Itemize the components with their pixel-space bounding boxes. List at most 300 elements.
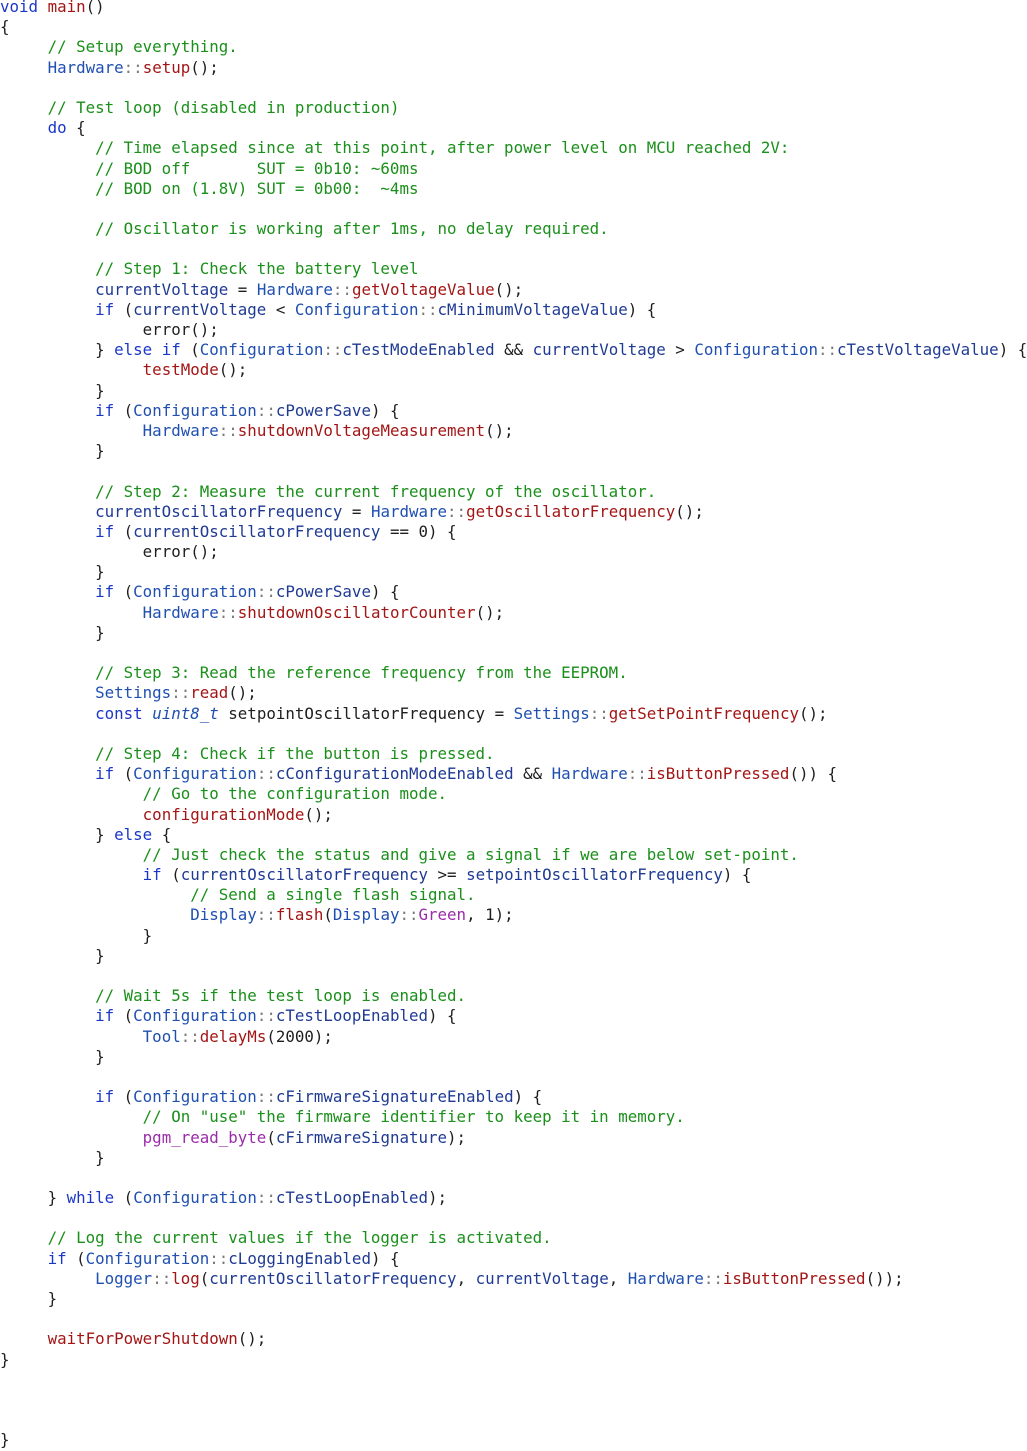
plain-token: [0, 98, 48, 117]
code-line: [0, 1390, 1024, 1410]
code-line: [0, 1289, 1024, 1309]
identifier-token: setpointOscillatorFrequency: [466, 865, 723, 885]
plain-token: [0, 603, 143, 622]
code-line: [0, 1309, 1024, 1329]
plain-token: [0, 118, 48, 137]
code-line: [0, 542, 1024, 562]
plain-token: ();: [304, 804, 333, 824]
plain-token: [0, 784, 143, 803]
code-line: [0, 744, 1024, 764]
plain-token: ) {: [513, 1087, 543, 1107]
plain-token: ) {: [370, 582, 400, 602]
scope-operator-token: ::: [332, 279, 352, 299]
identifier-token: cConfigurationModeEnabled: [275, 764, 514, 784]
code-line: [0, 683, 1024, 703]
namespace-token: Configuration: [133, 400, 257, 420]
function-token: getVoltageValue: [351, 279, 495, 299]
code-line: [0, 724, 1024, 744]
code-line: [0, 764, 1024, 784]
comment-token: // BOD off SUT = 0b10: ~60ms: [95, 158, 419, 178]
plain-token: );: [447, 1127, 467, 1147]
keyword-token: if: [95, 1087, 115, 1107]
namespace-token: Hardware: [47, 57, 124, 77]
plain-token: >: [665, 340, 695, 360]
comment-token: // Just check the status and give a signal if we are below set-point.: [142, 844, 799, 864]
keyword-token: else if: [114, 340, 181, 360]
plain-token: ();: [190, 57, 219, 77]
plain-token: [0, 401, 95, 420]
code-line: [0, 17, 1024, 37]
plain-token: (: [180, 340, 200, 360]
plain-token: ();: [475, 602, 505, 622]
code-line: [0, 1329, 1024, 1349]
plain-token: [0, 1269, 95, 1288]
namespace-token: Settings: [95, 683, 172, 703]
plain-token: (: [161, 865, 181, 885]
plain-token: =: [485, 703, 514, 723]
code-line: [0, 966, 1024, 986]
code-line: [0, 946, 1024, 966]
comment-token: // Wait 5s if the test loop is enabled.: [95, 986, 467, 1006]
code-line: [0, 1168, 1024, 1188]
function-token: waitForPowerShutdown: [47, 1329, 238, 1349]
plain-token: [0, 381, 95, 400]
plain-token: [0, 1027, 143, 1046]
scope-operator-token: ::: [218, 420, 238, 440]
code-line: [0, 522, 1024, 542]
keyword-token: const: [95, 703, 143, 723]
namespace-token: Hardware: [627, 1268, 704, 1288]
plain-token: [0, 885, 190, 904]
plain-token: }: [47, 1188, 67, 1208]
scope-operator-token: ::: [123, 57, 143, 77]
code-line: [0, 118, 1024, 138]
code-line: [0, 1188, 1024, 1208]
plain-token: [0, 1148, 95, 1167]
function-token: shutdownVoltageMeasurement: [237, 420, 486, 440]
scope-operator-token: ::: [418, 299, 438, 319]
code-line: [0, 340, 1027, 360]
plain-token: ,: [608, 1268, 628, 1288]
plain-token: (: [114, 1188, 134, 1208]
plain-token: ) {: [370, 400, 400, 420]
keyword-token: if: [95, 400, 115, 420]
plain-token: error: [142, 542, 191, 562]
identifier-token: cPowerSave: [275, 400, 371, 420]
macro-token: pgm_read_byte: [142, 1127, 267, 1147]
scope-operator-token: ::: [703, 1268, 723, 1288]
scope-operator-token: ::: [589, 703, 609, 723]
namespace-token: Display: [190, 905, 257, 925]
plain-token: {: [66, 118, 86, 138]
comment-token: // On "use" the firmware identifier to keep it in memory.: [142, 1107, 685, 1127]
plain-token: ();: [675, 501, 704, 521]
code-line: [0, 1430, 1024, 1450]
code-line: [0, 159, 1024, 179]
code-line: [0, 179, 1024, 199]
code-line: [0, 381, 1024, 401]
plain-token: }: [95, 441, 105, 461]
plain-token: [0, 280, 95, 299]
plain-token: [0, 683, 95, 702]
plain-token: setpointOscillatorFrequency: [228, 703, 486, 723]
code-line: [0, 663, 1024, 683]
identifier-token: currentOscillatorFrequency: [133, 521, 381, 541]
plain-token: [0, 744, 95, 763]
namespace-token: Logger: [95, 1268, 153, 1288]
namespace-token: Hardware: [551, 764, 628, 784]
plain-token: [0, 37, 48, 56]
plain-token: (: [114, 521, 134, 541]
scope-operator-token: ::: [256, 1188, 276, 1208]
scope-operator-token: ::: [256, 1087, 276, 1107]
identifier-token: cTestLoopEnabled: [275, 1006, 429, 1026]
code-line: [0, 603, 1024, 623]
namespace-token: Configuration: [694, 340, 818, 360]
plain-token: (): [85, 0, 105, 16]
function-token: getSetPointFrequency: [608, 703, 799, 723]
code-line: [0, 825, 1024, 845]
plain-token: }: [95, 380, 105, 400]
plain-token: [0, 926, 143, 945]
plain-token: [0, 825, 95, 844]
comment-token: // Go to the configuration mode.: [142, 784, 448, 804]
plain-token: ());: [865, 1268, 904, 1288]
plain-token: );: [428, 1188, 448, 1208]
scope-operator-token: ::: [817, 340, 838, 360]
plain-token: }: [47, 1289, 58, 1308]
plain-token: (: [114, 299, 134, 319]
scope-operator-token: ::: [256, 905, 276, 925]
plain-token: [0, 179, 95, 198]
code-line: [0, 37, 1024, 57]
comment-token: // Oscillator is working after 1ms, no delay required.: [95, 219, 609, 239]
code-line: [0, 986, 1024, 1006]
function-token: setup: [142, 57, 191, 77]
plain-token: ) {: [722, 865, 752, 885]
plain-token: ()) {: [789, 764, 838, 784]
function-token: main: [47, 0, 86, 16]
plain-token: ();: [190, 542, 219, 562]
plain-token: }: [95, 562, 105, 582]
code-line: [0, 461, 1024, 481]
code-line: [0, 1006, 1024, 1026]
function-token: configurationMode: [142, 804, 305, 824]
plain-token: [0, 805, 143, 824]
scope-operator-token: ::: [256, 764, 276, 784]
code-line: [0, 219, 1024, 239]
plain-token: (: [114, 400, 134, 420]
code-line: [0, 1350, 1024, 1370]
plain-token: [0, 905, 190, 924]
code-line: [0, 320, 1024, 340]
code-line: [0, 1067, 1024, 1087]
code-line: [0, 98, 1024, 118]
plain-token: [0, 623, 95, 642]
identifier-token: cTestModeEnabled: [342, 340, 495, 360]
code-line: [0, 1107, 1024, 1127]
plain-token: (: [114, 1087, 134, 1107]
plain-token: >=: [428, 865, 467, 885]
plain-token: [0, 58, 48, 77]
plain-token: [0, 946, 95, 965]
plain-token: [0, 1128, 143, 1147]
plain-token: (: [114, 582, 134, 602]
plain-token: error: [142, 320, 191, 339]
plain-token: ,: [456, 1268, 476, 1288]
keyword-token: else: [114, 824, 153, 844]
plain-token: =: [342, 501, 371, 521]
comment-token: // Step 4: Check if the button is pressed.: [95, 743, 495, 763]
plain-token: ) {: [370, 1248, 400, 1268]
plain-token: (: [114, 1006, 134, 1026]
plain-token: ();: [485, 420, 514, 440]
plain-token: (: [66, 1248, 86, 1268]
code-line: [0, 360, 1024, 380]
plain-token: [0, 1087, 95, 1106]
identifier-token: cPowerSave: [275, 582, 371, 602]
identifier-token: cTestLoopEnabled: [275, 1188, 429, 1208]
plain-token: [0, 138, 95, 157]
namespace-token: Configuration: [133, 1087, 257, 1107]
plain-token: [0, 502, 95, 521]
plain-token: }: [142, 925, 153, 945]
plain-token: =: [228, 279, 257, 299]
code-line: [0, 845, 1024, 865]
code-line: [0, 1128, 1024, 1148]
code-line: [0, 1027, 1024, 1047]
keyword-token: if: [142, 865, 162, 885]
plain-token: ();: [228, 683, 257, 703]
comment-token: // Setup everything.: [47, 37, 238, 57]
code-line: [0, 1148, 1024, 1168]
namespace-token: Tool: [142, 1026, 181, 1046]
code-line: [0, 643, 1024, 663]
code-line: [0, 805, 1024, 825]
plain-token: (: [266, 1127, 276, 1147]
plain-token: [0, 441, 95, 460]
comment-token: // BOD on (1.8V) SUT = 0b00: ~4ms: [95, 178, 419, 198]
identifier-token: cFirmwareSignature: [275, 1127, 448, 1147]
plain-token: [0, 582, 95, 601]
function-token: log: [171, 1268, 200, 1288]
plain-token: }: [95, 945, 105, 965]
keyword-token: if: [95, 1006, 115, 1026]
plain-token: (2000);: [266, 1026, 333, 1046]
keyword-token: if: [47, 1248, 67, 1268]
plain-token: [0, 1006, 95, 1025]
plain-token: [0, 1289, 48, 1308]
code-line: [0, 78, 1024, 98]
code-line: [0, 1228, 1024, 1248]
plain-token: [0, 219, 95, 238]
plain-token: [0, 764, 95, 783]
code-line: [0, 300, 1024, 320]
plain-token: [0, 1047, 95, 1066]
plain-token: (: [199, 1268, 210, 1288]
namespace-token: Configuration: [133, 764, 257, 784]
type-token: uint8_t: [152, 703, 219, 723]
plain-token: &&: [513, 764, 552, 784]
scope-operator-token: ::: [218, 602, 238, 622]
code-line: [0, 502, 1024, 522]
code-line: [0, 401, 1024, 421]
plain-token: == 0) {: [380, 521, 457, 541]
namespace-token: Configuration: [133, 582, 257, 602]
plain-token: (: [323, 905, 333, 925]
identifier-token: currentOscillatorFrequency: [180, 865, 429, 885]
plain-token: (: [114, 764, 134, 784]
identifier-token: cLoggingEnabled: [228, 1248, 371, 1268]
identifier-token: currentVoltage: [133, 299, 267, 319]
plain-token: [0, 421, 143, 440]
function-token: isButtonPressed: [646, 764, 790, 784]
code-line: [0, 0, 1024, 17]
code-line: [0, 259, 1024, 279]
namespace-token: Configuration: [294, 299, 419, 319]
comment-token: // Time elapsed since at this point, after power level on MCU reached 2V:: [95, 138, 790, 158]
code-line: [0, 138, 1024, 158]
scope-operator-token: ::: [209, 1248, 229, 1268]
function-token: delayMs: [199, 1026, 267, 1046]
scope-operator-token: ::: [171, 683, 191, 703]
code-line: [0, 1047, 1024, 1067]
plain-token: [219, 704, 229, 723]
code-line: [0, 885, 1024, 905]
namespace-token: Configuration: [85, 1248, 210, 1268]
scope-operator-token: ::: [256, 400, 276, 420]
code-line: [0, 1370, 1024, 1390]
keyword-token: if: [95, 299, 115, 319]
code-line: [0, 421, 1024, 441]
keyword-token: void: [0, 0, 39, 16]
code-line: [0, 704, 1024, 724]
plain-token: [0, 704, 95, 723]
code-line: [0, 905, 1024, 925]
scope-operator-token: ::: [323, 340, 343, 360]
comment-token: // Test loop (disabled in production): [47, 97, 400, 117]
plain-token: [0, 482, 95, 501]
plain-token: }: [95, 824, 115, 844]
plain-token: [0, 1107, 143, 1126]
scope-operator-token: ::: [256, 1006, 276, 1026]
namespace-token: Settings: [513, 703, 590, 723]
code-line: [0, 784, 1024, 804]
identifier-token: currentVoltage: [532, 340, 666, 360]
plain-token: ();: [190, 320, 219, 339]
code-line: [0, 1410, 1024, 1430]
namespace-token: Display: [332, 905, 400, 925]
code-line: [0, 865, 1024, 885]
plain-token: [0, 663, 95, 682]
code-line: [0, 623, 1024, 643]
namespace-token: Configuration: [199, 340, 324, 360]
code-line: [0, 239, 1024, 259]
plain-token: [38, 0, 48, 16]
plain-token: <: [266, 299, 295, 319]
plain-token: [0, 159, 95, 178]
function-token: testMode: [142, 360, 219, 380]
plain-token: ();: [494, 279, 524, 299]
plain-token: [0, 259, 95, 278]
plain-token: [0, 865, 143, 884]
code-line: [0, 482, 1024, 502]
plain-token: ) {: [998, 340, 1027, 360]
identifier-token: currentVoltage: [95, 279, 229, 299]
namespace-token: Hardware: [256, 279, 333, 299]
plain-token: ();: [218, 360, 248, 380]
code-line: [0, 58, 1024, 78]
plain-token: ) {: [627, 299, 657, 319]
plain-token: }: [0, 1349, 10, 1369]
comment-token: // Log the current values if the logger is activated.: [47, 1228, 552, 1248]
identifier-token: cTestVoltageValue: [837, 340, 999, 360]
code-line: [0, 199, 1024, 219]
identifier-token: currentVoltage: [475, 1268, 609, 1288]
plain-token: {: [0, 17, 10, 37]
plain-token: , 1);: [466, 905, 514, 925]
keyword-token: if: [95, 582, 115, 602]
comment-token: // Send a single flash signal.: [190, 885, 476, 905]
plain-token: [0, 1188, 48, 1207]
plain-token: [0, 320, 143, 339]
plain-token: [143, 704, 153, 723]
scope-operator-token: ::: [447, 501, 467, 521]
function-token: shutdownOscillatorCounter: [237, 602, 476, 622]
scope-operator-token: ::: [627, 764, 647, 784]
plain-token: [0, 300, 95, 319]
plain-token: [0, 360, 143, 379]
plain-token: {: [152, 824, 172, 844]
plain-token: [0, 542, 143, 561]
comment-token: // Step 1: Check the battery level: [95, 259, 419, 279]
plain-token: [0, 1329, 48, 1348]
identifier-token: currentOscillatorFrequency: [209, 1268, 457, 1288]
code-line: [0, 441, 1024, 461]
plain-token: [0, 986, 95, 1005]
scope-operator-token: ::: [399, 905, 419, 925]
code-line: [0, 1087, 1024, 1107]
plain-token: [0, 1228, 48, 1247]
plain-token: }: [95, 340, 115, 360]
plain-token: [0, 1249, 48, 1268]
identifier-token: cMinimumVoltageValue: [437, 299, 628, 319]
plain-token: ();: [237, 1329, 267, 1349]
code-line: [0, 926, 1024, 946]
code-line: [0, 280, 1024, 300]
comment-token: // Step 2: Measure the current frequency of the oscillator.: [95, 481, 657, 501]
namespace-token: Configuration: [133, 1188, 257, 1208]
keyword-token: do: [47, 118, 67, 138]
namespace-token: Hardware: [370, 501, 448, 521]
code-line: [0, 1249, 1024, 1269]
comment-token: // Step 3: Read the reference frequency from the EEPROM.: [95, 663, 628, 683]
plain-token: [0, 340, 95, 359]
plain-token: ) {: [428, 1006, 457, 1026]
namespace-token: Hardware: [142, 420, 219, 440]
scope-operator-token: ::: [152, 1268, 172, 1288]
plain-token: &&: [494, 340, 533, 360]
plain-token: [0, 522, 95, 541]
plain-token: }: [95, 1147, 105, 1167]
function-token: getOscillatorFrequency: [466, 501, 676, 521]
namespace-token: Hardware: [142, 602, 219, 622]
code-line: [0, 562, 1024, 582]
namespace-token: Configuration: [133, 1006, 257, 1026]
plain-token: }: [95, 622, 105, 642]
keyword-token: if: [95, 521, 115, 541]
keyword-token: if: [95, 764, 115, 784]
